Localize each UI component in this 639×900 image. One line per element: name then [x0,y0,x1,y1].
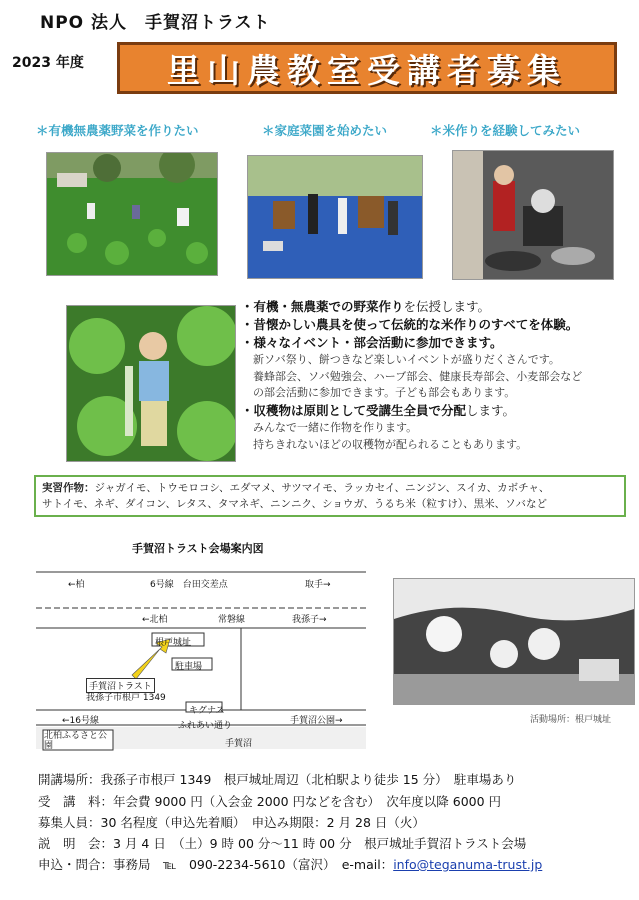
photo-site [393,578,635,705]
map-fureai: ふれあい通り [178,721,233,731]
bullet-harvest-sub-1: みんなで一緒に作物を作ります。 [253,421,418,434]
photo-child-harvest [66,305,236,462]
photo-mochi [452,150,614,280]
map-parking: 駐車場 [175,662,203,672]
bullet-harvest-sub-2: 持ちきれないほどの収穫物が配られることもあります。 [253,437,528,451]
map-route6: 6号線 台田交差点 [150,580,228,590]
photo-field-work [46,152,218,276]
map-kitakashiwa: ←北柏 [142,615,168,625]
page-title: 里山農教室受講者募集 [167,50,567,90]
bullet-harvest: ・収穫物は原則として受講生全員で分配します。 [241,402,516,418]
feature-list [241,298,636,453]
map-address: 我孫子市根戸 1349 [86,693,166,703]
wish-rice: ＊米作りを経験してみたい [430,123,581,138]
map-abiko: 我孫子→ [292,615,327,625]
crops-line-2: サトイモ、ネギ、ダイコン、レタス、タマネギ、ニンニク、ショウガ、うるち米（粒すけ）、黒米、ソバなど [42,498,547,511]
info-capacity: 募集人員：30 名程度（申込先着順） 申込み期限：2 月 28 日（火） [38,815,425,830]
map-joban: 常磐線 [218,615,246,625]
map-kitakashiwa-park: 北柏ふるさと公園 [44,731,108,751]
map-kignus: キグナス [189,706,225,716]
map-toride: 取手→ [305,580,331,590]
wish-garden: ＊家庭菜園を始めたい [262,123,388,138]
map-title: 手賀沼トラスト会場案内図 [132,542,264,555]
bullet-rice: ・昔懐かしい農具を使って伝統的な米作りのすべてを体験。 [241,317,579,333]
crops-label: 実習作物： [42,482,95,494]
org-name: NPO 法人 手賀沼トラスト [40,13,271,33]
bullet-organic: ・有機・無農薬での野菜作りを伝授します。 [241,299,491,314]
bullet-events-sub-2: 養蜂部会、ソバ勉強会、ハーブ部会、健康長寿部会、小麦部会など [253,369,583,383]
info-briefing: 説 明 会：3 月 4 日 （土）9 時 00 分～11 時 00 分 根戸城址手賀沼トラスト会場 [38,836,527,851]
info-fee: 受 講 料：年会費 9000 円（入会金 2000 円などを含む） 次年度以降 6000 円 [38,794,502,809]
map-route16: ←16号線 [62,716,99,726]
site-caption: 活動場所：根戸城址 [530,715,612,725]
crops-box [34,475,626,517]
map-teganuma: 手賀沼 [225,739,253,749]
bullet-events-sub-1: 新ソバ祭り、餅つきなど楽しいイベントが盛りだくさんです。 [253,353,560,367]
map-trust: 手賀沼トラスト [86,678,155,693]
crops-line-1: ジャガイモ、トウモロコシ、エダマメ、サツマイモ、ラッカセイ、ニンジン、スイカ、カボチャ、 [94,482,550,494]
map-kashiwa: ←柏 [68,580,85,590]
wish-organic: ＊有機無農薬野菜を作りたい [36,123,199,138]
info-venue: 開講場所：我孫子市根戸 1349 根戸城址周辺（北柏駅より徒歩 15 分） 駐車場あり [38,772,517,787]
photo-threshing [247,155,423,279]
info-contact: 申込・問合：事務局 ℡ 090-2234-5610（富沢） e-mail：info@teganuma-trust.jp [38,857,543,872]
email-link[interactable]: info@teganuma-trust.jp [393,857,543,872]
map-teganuma-park: 手賀沼公園→ [290,716,343,726]
bullet-events-sub-3: の部会活動に参加できます。子ども部会もあります。 [253,386,516,400]
title-banner [117,42,617,94]
map-nedojo: 根戸城址 [155,638,192,648]
bullet-events: ・様々なイベント・部会活動に参加できます。 [241,335,503,351]
year-label: 2023 年度 [12,55,84,71]
